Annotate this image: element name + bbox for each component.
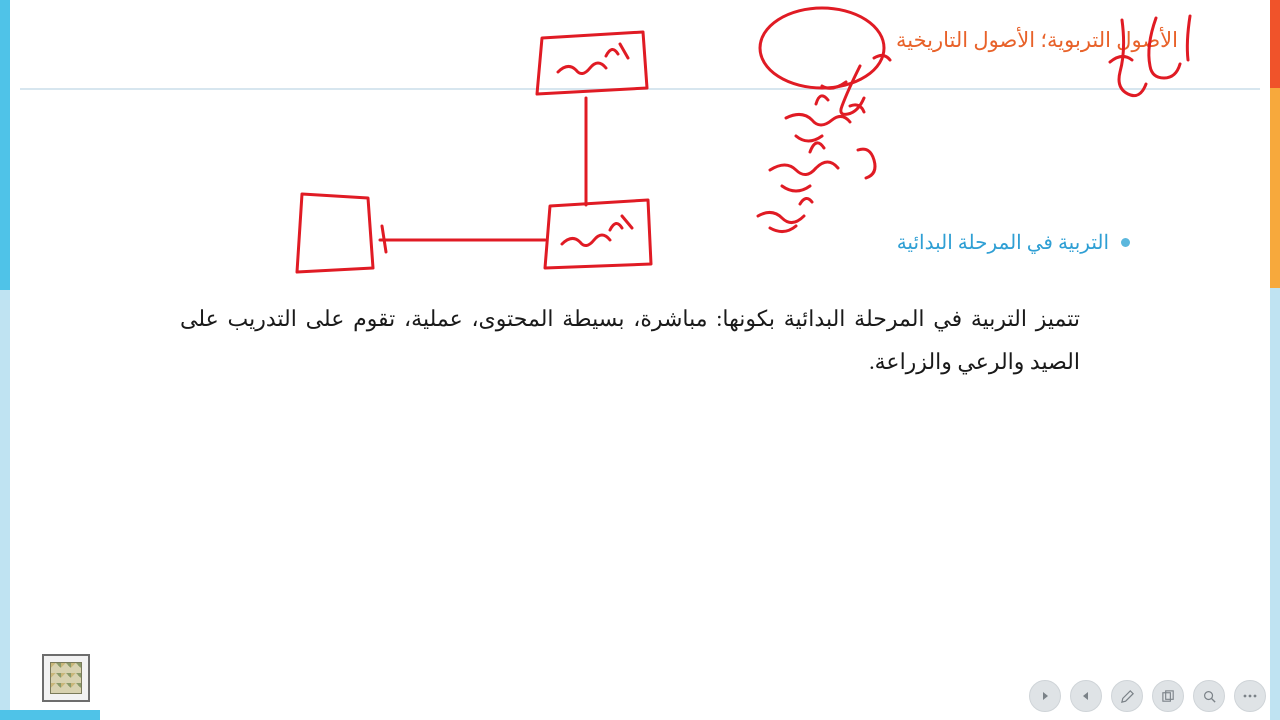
right-rail-segment-3 xyxy=(1270,288,1280,720)
more-options-button[interactable] xyxy=(1234,680,1266,712)
pen-tool-button[interactable] xyxy=(1111,680,1143,712)
title-divider xyxy=(20,88,1260,90)
body-paragraph: تتميز التربية في المرحلة البدائية بكونها: مباشرة، بسيطة المحتوى، عملية، تقوم على التدريب على الصيد والرعي والزراعة. xyxy=(180,306,1080,374)
publisher-logo xyxy=(42,654,90,702)
copy-slide-button[interactable] xyxy=(1152,680,1184,712)
right-rail-segment-1 xyxy=(1270,0,1280,88)
slide-title: الأصول التربوية؛ الأصول التاريخية xyxy=(896,28,1178,52)
next-slide-button[interactable] xyxy=(1029,680,1061,712)
slide-canvas xyxy=(10,0,1270,720)
left-rail-segment-1 xyxy=(0,0,10,290)
publisher-logo-mark xyxy=(50,662,82,694)
zoom-button[interactable] xyxy=(1193,680,1225,712)
left-rail-segment-2 xyxy=(0,290,10,720)
bullet-label: التربية في المرحلة البدائية xyxy=(896,232,1109,254)
viewer-toolbar[interactable] xyxy=(1029,680,1266,712)
bullet-dot-icon xyxy=(1121,238,1130,247)
right-rail-segment-2 xyxy=(1270,88,1280,288)
bottom-accent-strip xyxy=(0,710,100,720)
bullet-item xyxy=(897,230,1130,255)
left-color-rail xyxy=(0,0,10,720)
prev-slide-button[interactable] xyxy=(1070,680,1102,712)
right-color-rail xyxy=(1270,0,1280,720)
